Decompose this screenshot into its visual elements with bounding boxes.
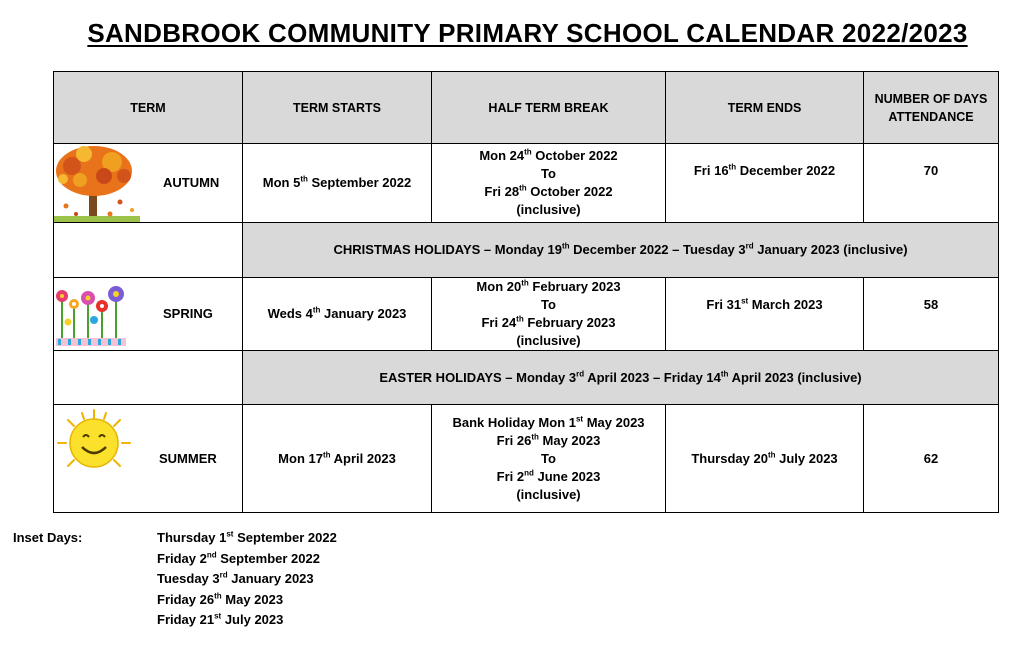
spring-row (54, 278, 999, 351)
autumn-half-term: Mon 24th October 2022 To Fri 28th October 2022 (inclusive) (432, 144, 666, 223)
page-title: SANDBROOK COMMUNITY PRIMARY SCHOOL CALENDAR 2022/2023 (87, 18, 968, 48)
autumn-days: 70 (864, 144, 999, 223)
christmas-holidays: CHRISTMAS HOLIDAYS – Monday 19th December 2022 – Tuesday 3rd January 2023 (inclusive) (243, 223, 999, 278)
header-term: TERM (54, 72, 243, 144)
easter-holidays: EASTER HOLIDAYS – Monday 3rd April 2023 – Friday 14th April 2023 (inclusive) (243, 351, 999, 405)
summer-term-start: Mon 17th April 2023 (243, 405, 432, 513)
list-item: Tuesday 3rd January 2023 (157, 570, 314, 586)
autumn-tree-icon (54, 144, 140, 222)
summer-half-term: Bank Holiday Mon 1st May 2023 Fri 26th May 2023 To Fri 2nd June 2023 (inclusive) (432, 405, 666, 513)
autumn-term-end: Fri 16th December 2022 (666, 144, 864, 223)
easter-holiday-row (54, 351, 999, 405)
summer-term-name: SUMMER (159, 450, 217, 466)
summer-days: 62 (864, 405, 999, 513)
header-row (54, 72, 999, 144)
header-half-term: HALF TERM BREAK (432, 72, 666, 144)
header-term-ends: TERM ENDS (666, 72, 864, 144)
autumn-row (54, 144, 999, 223)
spring-term-end: Fri 31st March 2023 (666, 278, 864, 351)
summer-row (54, 405, 999, 513)
list-item: Friday 2nd September 2022 (157, 550, 320, 566)
list-item: Friday 26th May 2023 (157, 591, 284, 607)
summer-term-end: Thursday 20th July 2023 (666, 405, 864, 513)
christmas-holiday-row (54, 223, 999, 278)
spring-term-name: SPRING (163, 306, 213, 321)
summer-term-cell (54, 405, 243, 513)
inset-days-list (157, 528, 337, 631)
header-days: NUMBER OF DAYS ATTENDANCE (864, 72, 999, 144)
autumn-term-cell (54, 144, 243, 223)
list-item: Friday 21st July 2023 (157, 611, 284, 627)
header-term-starts: TERM STARTS (243, 72, 432, 144)
spring-flowers-icon (54, 278, 128, 348)
calendar-table (53, 71, 999, 513)
autumn-term-start: Mon 5th September 2022 (243, 144, 432, 223)
inset-days-label: Inset Days: (13, 530, 83, 545)
autumn-term-name: AUTUMN (163, 175, 220, 190)
spring-term-cell (54, 278, 243, 351)
spring-half-term: Mon 20th February 2023 To Fri 24th February 2023 (inclusive) (432, 278, 666, 351)
smiling-sun-icon (54, 407, 134, 477)
list-item: Thursday 1st September 2022 (157, 529, 337, 545)
spring-days: 58 (864, 278, 999, 351)
spring-term-start: Weds 4th January 2023 (243, 278, 432, 351)
